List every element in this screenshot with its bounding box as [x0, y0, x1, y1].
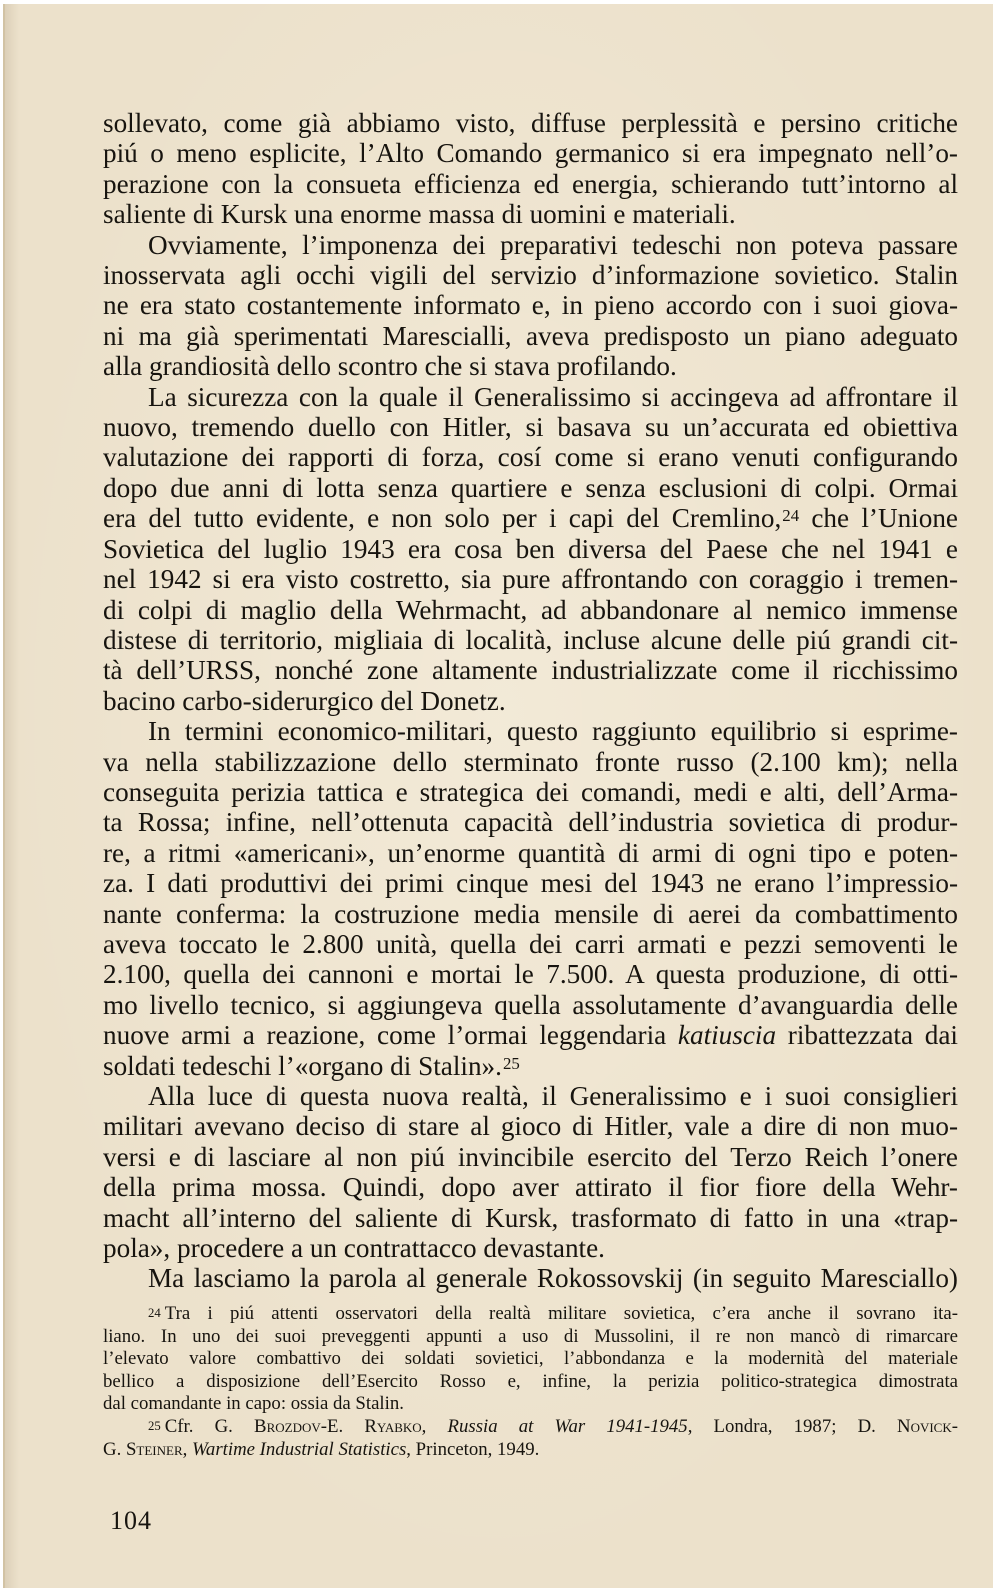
text-line: militari avevano deciso di stare al gioco di Hitler, vale a dire di non muo- — [103, 1111, 958, 1142]
footnote-ref-24[interactable]: 24 — [782, 506, 800, 526]
text-line: In termini economico-militari, questo raggiunto equilibrio si esprime- — [148, 716, 958, 747]
text-line: saliente di Kursk una enorme massa di uomini e materiali. — [103, 199, 736, 230]
text-line: alla grandiosità dello scontro che si stava profilando. — [103, 351, 677, 382]
text-line: distese di territorio, migliaia di località, incluse alcune delle piú grandi cit- — [103, 624, 958, 655]
text-line: 2.100, quella dei cannoni e mortai le 7.500. A questa produzione, di otti- — [103, 959, 958, 990]
footnotes — [103, 1303, 958, 1461]
text-line: dopo due anni di lotta senza quartiere e senza esclusioni di colpi. Ormai — [103, 472, 958, 503]
author-name: Novick — [897, 1415, 952, 1437]
text-line: re, a ritmi «americani», un’enorme quantità di armi di ogni tipo e poten- — [103, 837, 958, 868]
line-segment: Cfr. G. — [164, 1415, 255, 1437]
book-title: Russia at War 1941-1945 — [447, 1415, 688, 1437]
text-line — [103, 1020, 958, 1050]
text-line — [103, 1051, 958, 1081]
text-line: versi e di lasciare al non piú invincibile esercito del Terzo Reich l’onere — [103, 1141, 958, 1172]
text-line: ne era stato costantemente informato e, in pieno accordo con i suoi giova- — [103, 290, 958, 321]
footnote-24-line: dal comandante in capo: ossia da Stalin. — [103, 1393, 404, 1415]
line-segment: ribattezzata dai — [776, 1020, 958, 1051]
text-line: Ma lasciamo la parola al generale Rokossovskij (in seguito Maresciallo) — [148, 1263, 958, 1294]
text-line: della prima mossa. Quindi, dopo aver attirato il fior fiore della Wehr- — [103, 1172, 958, 1203]
text-line: sollevato, come già abbiamo visto, diffuse perplessità e persino critiche — [103, 108, 958, 138]
author-name: Brozdov — [254, 1415, 321, 1437]
line-segment: Tra i piú attenti osservatori della realtà militare sovietica, c’era anche il sovrano ita- — [164, 1303, 958, 1324]
text-line: piú o meno esplicite, l’Alto Comando germanico si era impegnato nell’o- — [103, 138, 958, 169]
text-line: pola», procedere a un contrattacco devastante. — [103, 1233, 605, 1264]
book-page — [3, 4, 993, 1588]
text-line: nante conferma: la costruzione media mensile di aerei da combattimento — [103, 898, 958, 929]
text-line: macht all’interno del saliente di Kursk, trasformato di fatto in una «trap- — [103, 1202, 958, 1233]
text-line: ni ma già sperimentati Marescialli, aveva predisposto un piano adeguato — [103, 320, 958, 351]
line-segment: , — [421, 1415, 448, 1437]
text-line: nuovo, tremendo duello con Hitler, si basava su un’accurata ed obiettiva — [103, 412, 958, 443]
text-line: mo livello tecnico, si aggiungeva quella assolutamente d’avanguardia delle — [103, 989, 958, 1020]
footnote-number-24: 24 — [148, 1306, 161, 1320]
text-line: za. I dati produttivi dei primi cinque mesi del 1943 ne erano l’impressio- — [103, 868, 958, 899]
line-segment: soldati tedeschi l’«organo di Stalin». — [103, 1050, 502, 1081]
main-text — [103, 108, 958, 1294]
text-line: Ovviamente, l’imponenza dei preparativi tedeschi non poteva passare — [148, 229, 958, 260]
footnote-25-line — [103, 1439, 958, 1462]
footnote-ref-25[interactable]: 25 — [502, 1053, 520, 1073]
line-segment: , Londra, 1987; D. — [687, 1415, 898, 1437]
page-number: 104 — [110, 1506, 152, 1535]
footnote-24-line: l’elevato valore combattivo dei soldati sovietici, l’abbondanza e la modernità del materiale — [103, 1348, 958, 1370]
text-line: La sicurezza con la quale il Generalissimo si accingeva ad affrontare il — [148, 381, 958, 412]
footnote-number-25: 25 — [148, 1418, 161, 1433]
text-line: tà dell’URSS, nonché zone altamente industrializzate come il ricchissimo — [103, 655, 958, 686]
footnote-24-line: liano. In uno dei suoi preveggenti appunti a uso di Mussolini, il re non mancò di rimarcare — [103, 1325, 958, 1347]
book-title: Wartime Industrial Statistics — [192, 1438, 407, 1460]
text-line: conseguita perizia tattica e strategica dei comandi, medi e alti, dell’Arma- — [103, 776, 958, 807]
text-line — [103, 503, 958, 533]
italic-term: katiuscia — [677, 1020, 777, 1051]
text-line: Alla luce di questa nuova realtà, il Generalissimo e i suoi consiglieri — [148, 1081, 958, 1111]
line-segment: era del tutto evidente, e non solo per i capi del Cremlino, — [103, 503, 782, 534]
text-line: valutazione dei rapporti di forza, cosí come si erano venuti configurando — [103, 442, 958, 473]
text-line: Sovietica del luglio 1943 era cosa ben diversa del Paese che nel 1941 e — [103, 533, 958, 564]
line-segment: che l’Unione — [799, 503, 958, 534]
line-segment: -E. — [320, 1415, 365, 1437]
line-segment: G. — [103, 1438, 126, 1460]
text-line: bacino carbo-siderurgico del Donetz. — [103, 685, 506, 716]
text-line: di colpi di maglio della Wehrmacht, ad abbandonare al nemico immense — [103, 594, 958, 625]
footnote-25-line — [103, 1416, 958, 1439]
text-line: inosservata agli occhi vigili del servizio d’informazione sovietico. Stalin — [103, 260, 958, 291]
text-line: nel 1942 si era visto costretto, sia pure affrontando con coraggio i tremen- — [103, 564, 958, 595]
line-segment: , Princeton, 1949. — [406, 1438, 540, 1460]
text-line: ta Rossa; infine, nell’ottenuta capacità dell’industria sovietica di produr- — [103, 807, 958, 838]
author-name: Ryabko — [364, 1415, 422, 1437]
line-segment: nuove armi a reazione, come l’ormai leggendaria — [103, 1020, 667, 1051]
text-line: perazione con la consueta efficienza ed energia, schierando tutt’intorno al — [103, 168, 958, 199]
line-segment: - — [951, 1415, 959, 1437]
line-segment: , — [182, 1438, 193, 1460]
author-name: Steiner — [125, 1438, 183, 1460]
footnote-24-line: bellico a disposizione dell’Esercito Rosso e, infine, la perizia politico-strategica dimostrata — [103, 1370, 958, 1392]
footnote-24-line — [103, 1303, 958, 1326]
text-line: aveva toccato le 2.800 unità, quella dei carri armati e pezzi semoventi le — [103, 928, 958, 959]
text-line: va nella stabilizzazione dello sterminato fronte russo (2.100 km); nella — [103, 746, 958, 777]
